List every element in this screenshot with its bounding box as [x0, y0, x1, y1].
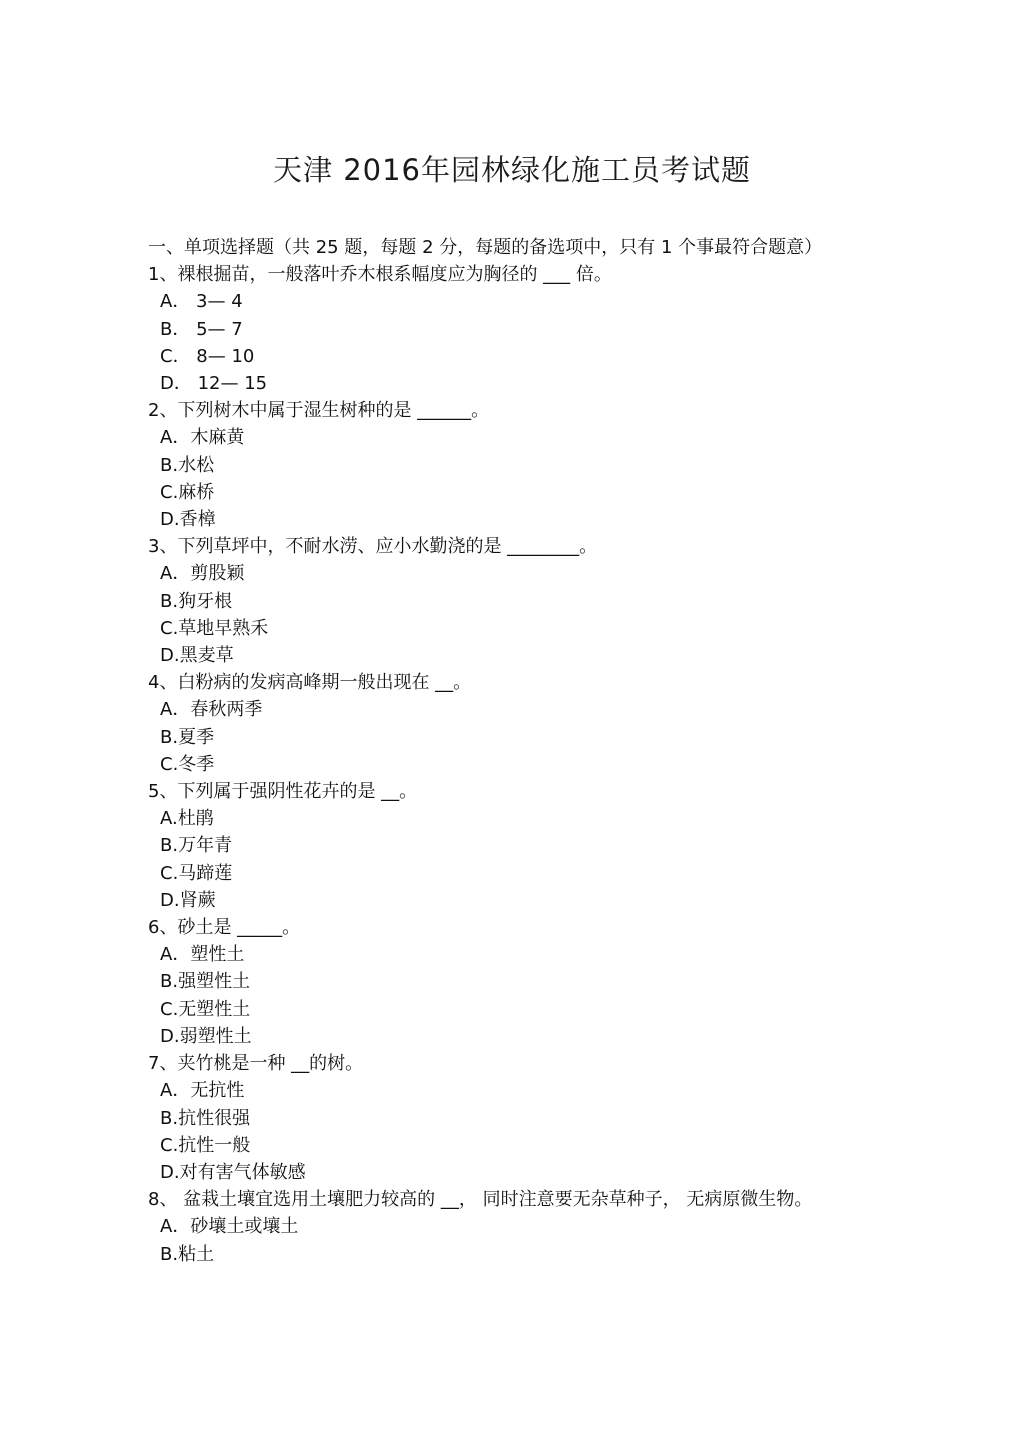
- answer-option: A．木麻黄: [160, 427, 245, 449]
- question-stem: 2、下列树木中属于湿生树种的是 ______。: [148, 400, 490, 422]
- answer-option: D.对有害气体敏感: [160, 1161, 306, 1183]
- answer-option: A． 3— 4: [160, 291, 243, 313]
- option-list: [148, 1213, 868, 1267]
- answer-option: D． 12— 15: [160, 373, 268, 395]
- answer-option: B． 5— 7: [160, 318, 243, 340]
- question-stem: 4、白粉病的发病高峰期一般出现在 __。: [148, 672, 472, 694]
- answer-option: B.抗性很强: [160, 1107, 251, 1129]
- answer-option: C.无塑性土: [160, 998, 251, 1020]
- question-item: [148, 1186, 868, 1268]
- answer-option: A．塑性土: [160, 944, 245, 966]
- option-list: [148, 424, 868, 533]
- answer-option: B.水松: [160, 454, 215, 476]
- question-item: [148, 669, 868, 778]
- answer-option: D.肾蕨: [160, 889, 216, 911]
- answer-option: B.强塑性土: [160, 971, 251, 993]
- question-stem: 3、下列草坪中，不耐水涝、应小水勤浇的是 ________。: [148, 536, 598, 558]
- option-list: [148, 805, 868, 914]
- question-stem: 8、 盆栽土壤宜选用土壤肥力较高的 __， 同时注意要无杂草种子， 无病原微生物。: [148, 1189, 813, 1211]
- question-stem: 7、夹竹桃是一种 __的树。: [148, 1053, 364, 1075]
- exam-content: [148, 234, 868, 1268]
- answer-option: B.狗牙根: [160, 590, 233, 612]
- answer-option: A．砂壤土或壤土: [160, 1216, 299, 1238]
- answer-option: C． 8— 10: [160, 345, 255, 367]
- question-stem: 1、裸根掘苗，一般落叶乔木根系幅度应为胸径的 ___ 倍。: [148, 264, 612, 286]
- answer-option: C.冬季: [160, 753, 215, 775]
- question-stem: 5、下列属于强阴性花卉的是 __。: [148, 781, 418, 803]
- question-stem: 6、砂土是 _____。: [148, 917, 301, 939]
- answer-option: D.黑麦草: [160, 645, 234, 667]
- answer-option: B.万年青: [160, 835, 233, 857]
- answer-option: C.抗性一般: [160, 1134, 251, 1156]
- answer-option: B.夏季: [160, 726, 215, 748]
- answer-option: A.杜鹃: [160, 808, 214, 830]
- question-item: [148, 1050, 868, 1186]
- answer-option: A．无抗性: [160, 1080, 245, 1102]
- answer-option: C.草地早熟禾: [160, 617, 269, 639]
- answer-option: D.香樟: [160, 509, 216, 531]
- section-heading: 一、单项选择题（共 25 题，每题 2 分，每题的备选项中，只有 1 个事最符合题意）: [148, 237, 823, 258]
- question-item: [148, 261, 868, 397]
- answer-option: B.粘土: [160, 1243, 215, 1265]
- question-list: [148, 261, 868, 1268]
- option-list: [148, 1077, 868, 1186]
- answer-option: C.麻桥: [160, 481, 215, 503]
- page-title: 天津 2016年园林绿化施工员考试题: [272, 153, 752, 187]
- option-list: [148, 696, 868, 778]
- option-list: [148, 560, 868, 669]
- answer-option: A．剪股颖: [160, 563, 245, 585]
- question-item: [148, 533, 868, 669]
- answer-option: D.弱塑性土: [160, 1025, 252, 1047]
- question-item: [148, 397, 868, 533]
- answer-option: A．春秋两季: [160, 699, 263, 721]
- question-item: [148, 778, 868, 914]
- option-list: [148, 288, 868, 397]
- answer-option: C.马蹄莲: [160, 862, 233, 884]
- question-item: [148, 914, 868, 1050]
- option-list: [148, 941, 868, 1050]
